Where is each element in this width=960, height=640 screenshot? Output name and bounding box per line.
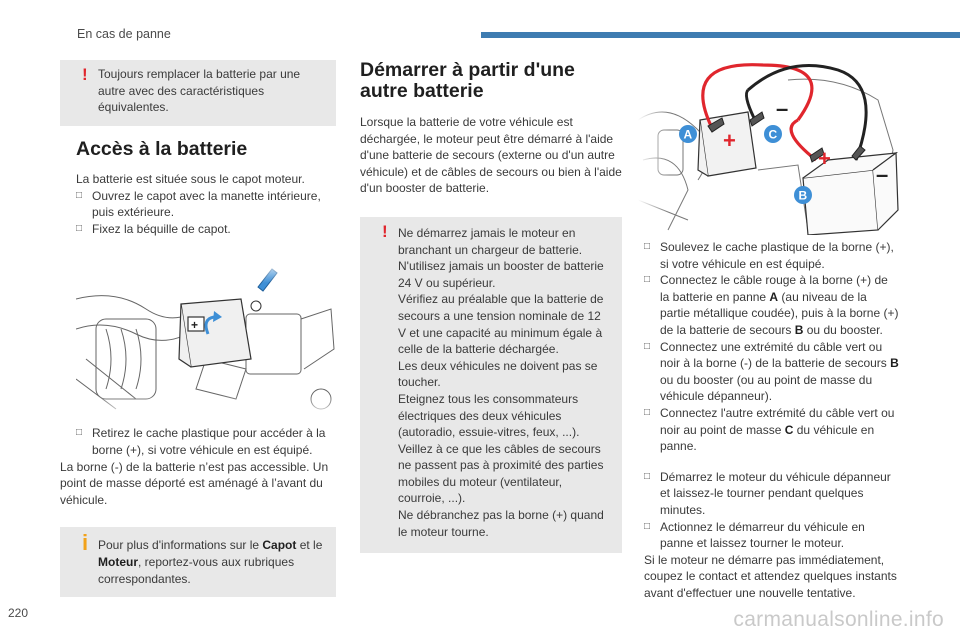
list-item: □ Fixez la béquille de capot. [76,221,231,236]
info-note [60,527,336,597]
page-number: 220 [8,606,29,620]
warning-note-top [60,60,336,126]
list-item: □ Démarrez le moteur du véhicule dépanneur et laissez-le tourner pendant quelques minutes. [644,469,891,517]
list-item: □ Connectez le câble rouge à la borne (+) de la batterie en panne A (au niveau de la partie métallique coudée), puis à la borne (+) de la batterie de secours B ou du booster. [644,273,899,337]
engine-battery-illustration [76,259,336,419]
list-item: □ Ouvrez le capot avec la manette intérieure, puis extérieure. [76,188,321,220]
section-title: En cas de panne [77,27,171,41]
list-item: □ Retirez le cache plastique pour accéder à la borne (+), si votre véhicule en est équipé. [76,426,326,457]
checkbox-bullet-icon: □ [76,189,83,201]
header-accent-bar [481,32,960,38]
intro-text: Lorsque la batterie de votre véhicule est déchargée, le moteur peut être démarré à l'aide d'une batterie de secours (externe ou d'un autre véhicule) et de câbles de secours ou bien à l'aide d'un booster de batterie. [360,115,622,196]
checkbox-bullet-icon: □ [644,340,651,352]
list-item: □ Connectez une extrémité du câble vert ou noir à la borne (-) de la batterie de secours B ou du booster (ou au point de masse du véhicule dépanneur). [644,339,899,404]
checkbox-bullet-icon: □ [76,427,83,439]
checkbox-bullet-icon: □ [644,241,651,252]
list-item: □ Soulevez le cache plastique de la borne (+), si votre véhicule en est équipé. [644,240,894,271]
column-2 [360,60,622,553]
watermark: carmanualsonline.info [733,608,944,631]
checkbox-bullet-icon: □ [644,520,651,532]
list-item: □ Actionnez le démarreur du véhicule en panne et laissez tourner le moteur. [644,519,865,551]
list-item: □ Connectez l'autre extrémité du câble vert ou noir au point de masse C du véhicule en panne. [644,405,895,454]
warning-note [360,217,622,553]
info-text: Pour plus d'informations sur le Capot et le Moteur, reportez-vous aux rubriques correspondantes. [98,538,323,586]
note-text: Toujours remplacer la batterie par une autre avec des caractéristiques équivalentes. [98,67,301,115]
checkbox-bullet-icon: □ [644,470,651,482]
checkbox-bullet-icon: □ [76,222,83,234]
battery-note-text: La borne (-) de la batterie n’est pas accessible. Un point de masse déporté est aménagé à l’avant du véhicule. [60,459,329,507]
instruction-list [638,239,900,601]
column-3 [638,60,900,601]
warning-text: Ne démarrez jamais le moteur en branchant un chargeur de batterie. N'utilisez jamais un booster de batterie 24 V ou supérieur. Vérifiez au préalable que la batterie de secours a une tension nominale de 12 V et une capacité au minimum égale à celle de la batterie déchargée. Les deux véhicules ne doivent pas se toucher. Eteignez tous les consommateurs électriques des deux véhicules (autoradio, essuie-vitres, feux, ...). Veillez à ce que les câbles de secours ne passent pas à proximité des parties mobiles du moteur (ventilateur, courroie, ...). Ne débranchez pas la borne (+) quand le moteur tourne. [398,225,604,539]
column-1 [60,60,336,597]
heading-demarrer: Démarrer à partir d'une autre batterie [360,59,575,102]
retry-text: Si le moteur ne démarre pas immédiatement, coupez le contact et attendez quelques instants avant d'effectuer une nouvelle tentative. [644,552,897,600]
intro-text: La batterie est située sous le capot moteur. [76,172,305,186]
heading-acces-batterie: Accès à la batterie [76,138,248,160]
warning-icon: ! [82,65,88,84]
checkbox-bullet-icon: □ [644,406,651,418]
jump-start-illustration [638,60,900,235]
warning-icon: ! [382,221,388,241]
checkbox-bullet-icon: □ [644,274,651,286]
info-icon: i [82,530,89,556]
